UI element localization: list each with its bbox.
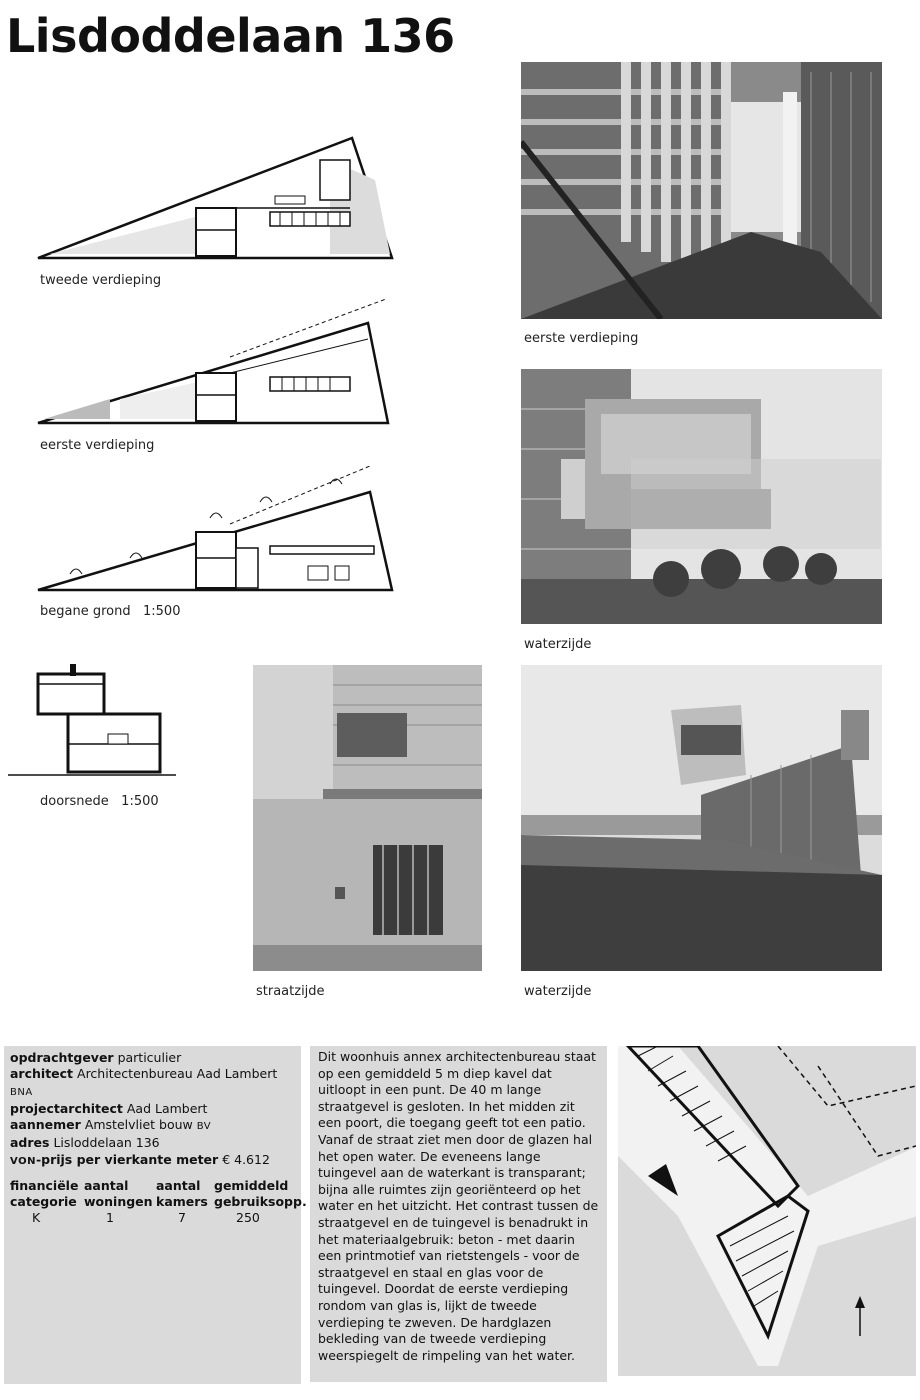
info-price-label: -prijs per vierkante meter [35,1151,219,1167]
info-address-value: Lisloddelaan 136 [53,1135,160,1151]
table-header-2 [84,1178,156,1210]
info-architect-label: architect [10,1066,74,1082]
info-architect [10,1066,295,1101]
table-header-3-a: aantal [156,1178,201,1194]
info-address [10,1135,295,1151]
info-projectarchitect-value: Aad Lambert [126,1100,208,1116]
plan-ground-floor [30,462,400,597]
caption-photo-waterside-2: waterzijde [524,984,592,999]
caption-photo-waterside-1: waterzijde [524,637,592,652]
table-value-2: 1 [106,1210,114,1226]
info-projectarchitect-label: projectarchitect [10,1100,123,1116]
section-drawing [8,662,188,782]
plan-second-floor [30,130,400,265]
info-projectarchitect [10,1101,295,1117]
caption-second-floor: tweede verdieping [40,273,162,288]
table-header-2-a: aantal [84,1178,129,1194]
info-architect-suffix: BNA [10,1086,33,1098]
table-value-4: 250 [236,1210,260,1226]
photo-waterside-1 [521,369,882,624]
table-header-4-a: gemiddeld [214,1178,289,1194]
description-text: Dit woonhuis annex architectenbureau staat op een gemiddeld 5 m diep kavel dat uitloopt in een punt. De 40 m lange straatgevel is gesloten. In het midden zit een poort, die toegang geeft tot een patio. Vanaf de straat ziet men door de glazen hal het open water. De eveneens lange tuingevel aan de waterkant is transparant; bijna alle ruimtes zijn georiënteerd op het water en het uitzicht. Het contrast tussen de straatgevel en de tuingevel is benadrukt in het materiaalgebruik: beton - met daarin een printmotief van rietstengels - voor de straatgevel en staal en glas voor de tuingevel. Doordat de eerste verdieping rondom van glas is, lijkt de tweede verdieping te zweven. De hardglazen bekleding van de tweede verdieping weerspiegelt de rimpeling van het water. [318,1049,599,1363]
info-client-value: particulier [117,1050,182,1065]
info-price-label-sc: VON [10,1155,36,1167]
info-table [10,1178,307,1226]
description-panel [310,1046,607,1382]
table-header-1-b: categorie [10,1194,77,1210]
table-header-1-a: financiële [10,1178,79,1194]
table-header-3-b: kamers [156,1194,208,1210]
caption-section-scale: 1:500 [121,794,159,809]
info-price-value: € 4.612 [222,1151,270,1167]
table-header-2-b: woningen [84,1194,153,1210]
info-contractor-label: aannemer [10,1117,81,1133]
photo-street-side [253,665,482,971]
table-header-4-b: gebruiksopp. [214,1194,307,1210]
photo-waterside-2 [521,665,882,971]
info-contractor [10,1117,295,1135]
table-value-3: 7 [178,1210,186,1226]
caption-ground-floor [40,604,180,619]
info-client-label: opdrachtgever [10,1050,114,1065]
info-contractor-suffix: BV [196,1121,212,1133]
info-client [10,1050,295,1066]
caption-photo-street: straatzijde [256,984,325,999]
table-header-4 [214,1178,307,1210]
table-header-1 [10,1178,84,1210]
caption-ground-floor-label: begane grond [40,604,131,619]
info-contractor-value: Amstelvliet bouw [84,1117,193,1133]
table-header-3 [156,1178,214,1210]
info-price [10,1152,295,1170]
site-plan-panel [618,1046,916,1376]
project-info-panel [4,1046,307,1384]
page-title: Lisdoddelaan 136 [6,9,455,63]
table-value-1: K [32,1210,41,1226]
caption-section [40,794,159,809]
info-address-label: adres [10,1135,50,1151]
plan-first-floor [30,295,400,430]
caption-photo-interior: eerste verdieping [524,331,639,346]
caption-first-floor: eerste verdieping [40,438,155,453]
caption-section-label: doorsnede [40,794,109,809]
caption-ground-floor-scale: 1:500 [143,604,181,619]
info-architect-value: Architectenbureau Aad Lambert [77,1066,278,1082]
photo-interior-first-floor [521,62,882,319]
